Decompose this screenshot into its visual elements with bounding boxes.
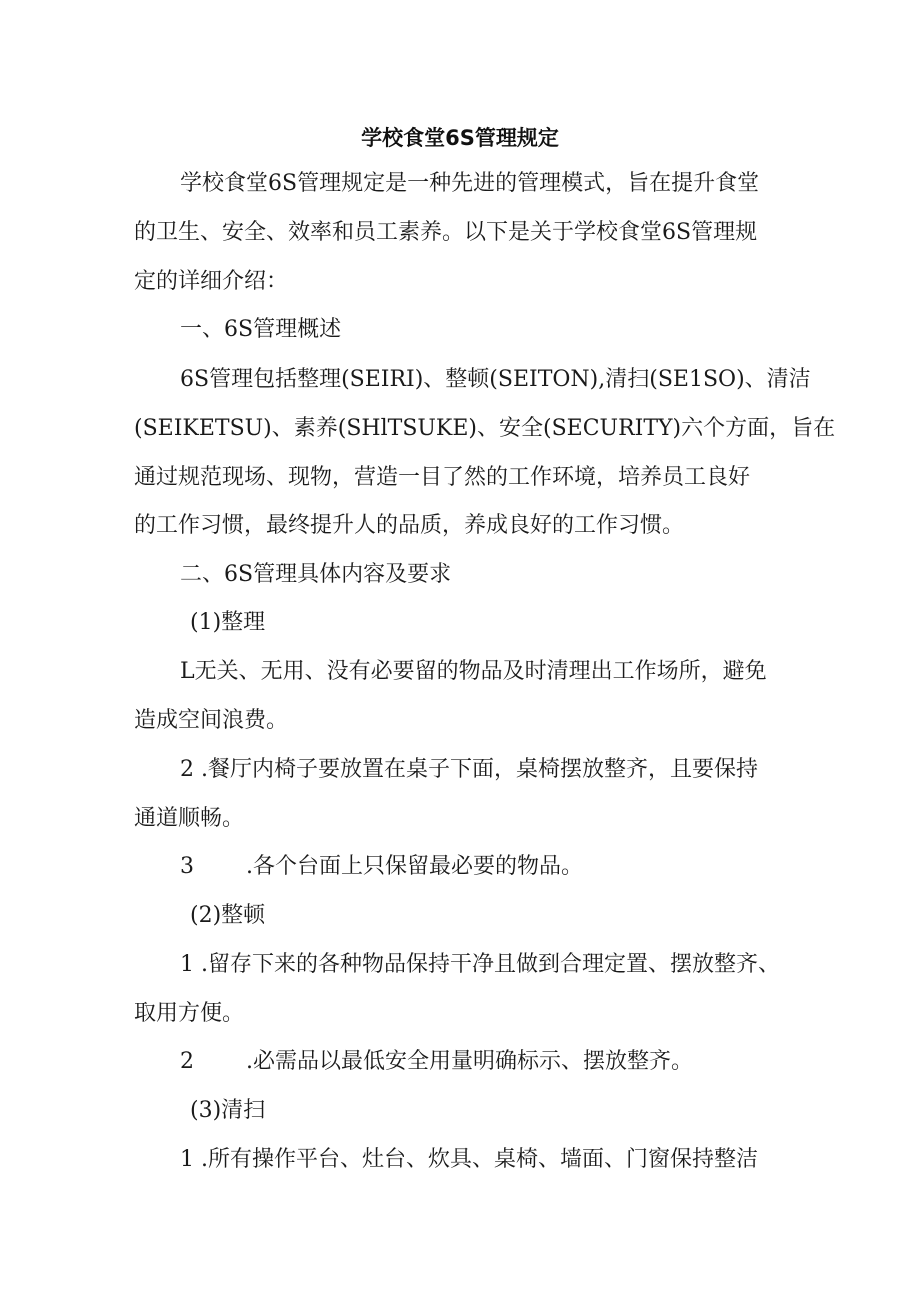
- subsection-2-item-1-line-1: 1 .留存下来的各种物品保持干净且做到合理定置、摆放整齐、: [180, 952, 780, 977]
- document-title: 学校食堂6S管理规定: [361, 126, 559, 150]
- section-1-line-2: (SEIKETSU)、素养(SHlTSUKE)、安全(SECURITY)六个方面，旨在: [134, 416, 836, 441]
- subsection-1-item-2-line-2: 通道顺畅。: [134, 806, 245, 831]
- section-1-line-3: 通过规范现场、现物，营造一目了然的工作环境，培养员工良好: [134, 465, 751, 490]
- subsection-1-item-1-line-1: L无关、无用、没有必要留的物品及时清理出工作场所，避免: [180, 659, 767, 684]
- subsection-1-item-3-number: 3: [180, 854, 194, 879]
- subsection-1-item-3: [180, 853, 583, 881]
- subsection-3-item-1-line-1: 1 .所有操作平台、灶台、炊具、桌椅、墙面、门窗保持整洁: [180, 1147, 758, 1172]
- subsection-3-heading: (3)清扫: [190, 1098, 266, 1123]
- subsection-1-item-3-text: .各个台面上只保留最必要的物品。: [246, 854, 583, 879]
- subsection-2-item-1-line-2: 取用方便。: [134, 1001, 245, 1026]
- subsection-1-heading: (1)整理: [190, 610, 266, 635]
- section-1-line-4: 的工作习惯，最终提升人的品质，养成良好的工作习惯。: [134, 513, 685, 538]
- section-2-heading: 二、6S管理具体内容及要求: [180, 562, 452, 587]
- section-1-heading: 一、6S管理概述: [180, 317, 342, 342]
- intro-line-2: 的卫生、安全、效率和员工素养。以下是关于学校食堂6S管理规: [134, 220, 758, 245]
- intro-line-3: 定的详细介绍：: [134, 269, 289, 294]
- subsection-2-heading: (2)整顿: [190, 903, 266, 928]
- subsection-2-item-2-number: 2: [180, 1049, 194, 1074]
- subsection-1-item-1-line-2: 造成空间浪费。: [134, 708, 289, 733]
- subsection-2-item-2-text: .必需品以最低安全用量明确标示、摆放整齐。: [246, 1049, 693, 1074]
- subsection-1-item-2-line-1: 2 .餐厅内椅子要放置在桌子下面，桌椅摆放整齐，且要保持: [180, 757, 758, 782]
- section-1-line-1: 6S管理包括整理(SEIRI)、整顿(SEITON),清扫(SE1SO)、清洁: [180, 367, 811, 392]
- subsection-2-item-2: [180, 1048, 693, 1076]
- intro-line-1: 学校食堂6S管理规定是一种先进的管理模式，旨在提升食堂: [180, 171, 760, 196]
